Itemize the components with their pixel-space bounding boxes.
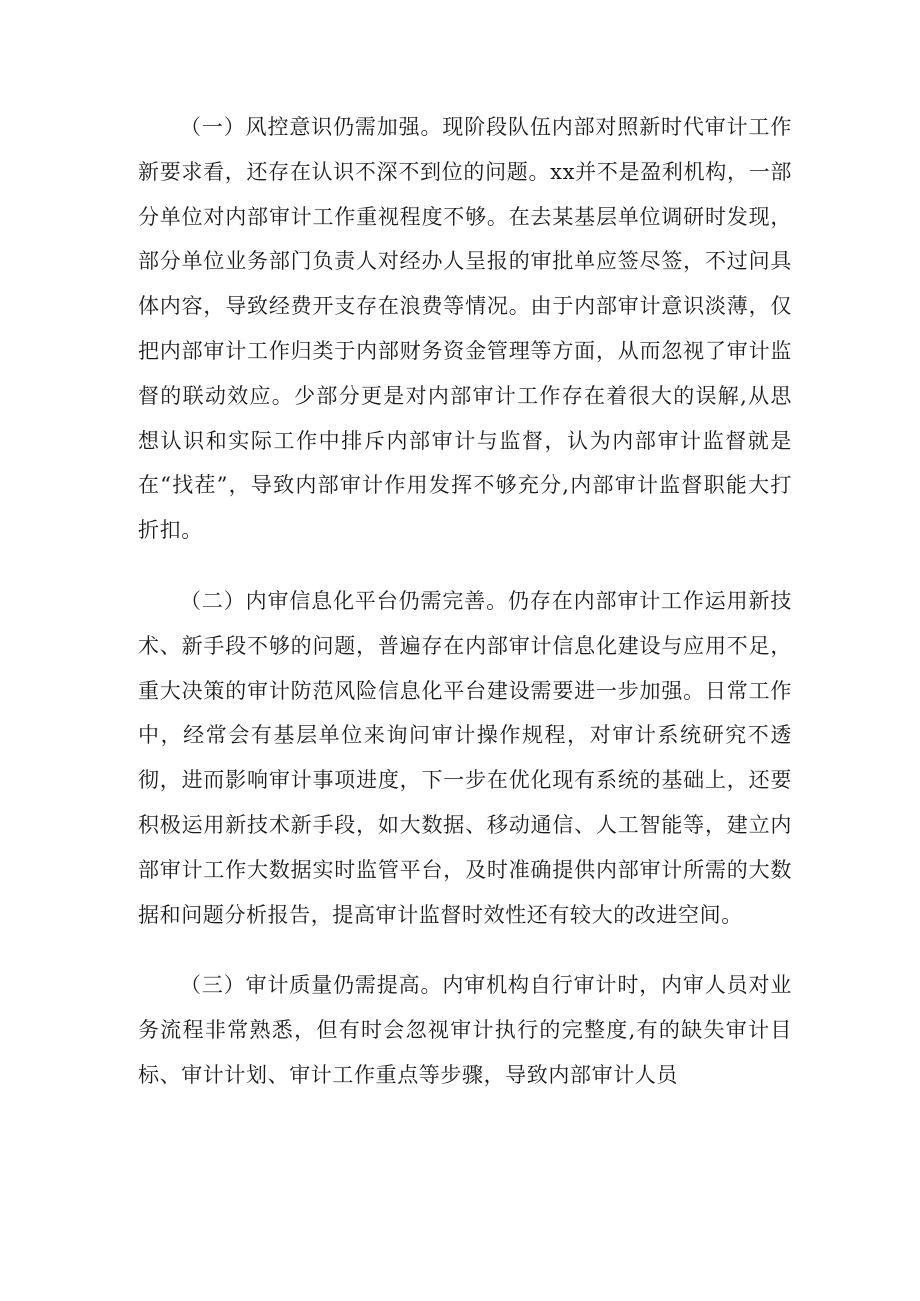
paragraph-risk-control: （一）风控意识仍需加强。现阶段队伍内部对照新时代审计工作新要求看，还存在认识不深不到位的问题。xx并不是盈利机构，一部分单位对内部审计工作重视程度不够。在去某基层单位调研时发现，部分单位业务部门负责人对经办人呈报的审批单应签尽签，不过问具体内容，导致经费开支存在浪费等情况。由于内部审计意识淡薄，仅把内部审计工作归类于内部财务资金管理等方面，从而忽视了审计监督的联动效应。少部分更是对内部审计工作存在着很大的误解,从思想认识和实际工作中排斥内部审计与监督，认为内部审计监督就是在“找茬”，导致内部审计作用发挥不够充分,内部审计监督职能大打折扣。 xyxy=(138,115,792,543)
document-body xyxy=(138,105,792,1124)
paragraph-informatization-platform: （二）内审信息化平台仍需完善。仍存在内部审计工作运用新技术、新手段不够的问题，普遍存在内部审计信息化建设与应用不足，重大决策的审计防范风险信息化平台建设需要进一步加强。日常工作中，经常会有基层单位来询问审计操作规程，对审计系统研究不透彻，进而影响审计事项进度，下一步在优化现有系统的基础上，还要积极运用新技术新手段，如大数据、移动通信、人工智能等，建立内部审计工作大数据实时监管平台，及时准确提供内部审计所需的大数据和问题分析报告，提高审计监督时效性还有较大的改进空间。 xyxy=(138,588,792,927)
paragraph-audit-quality: （三）审计质量仍需提高。内审机构自行审计时，内审人员对业务流程非常熟悉，但有时会忽视审计执行的完整度,有的缺失审计目标、审计计划、审计工作重点等步骤，导致内部审计人员 xyxy=(138,973,792,1087)
